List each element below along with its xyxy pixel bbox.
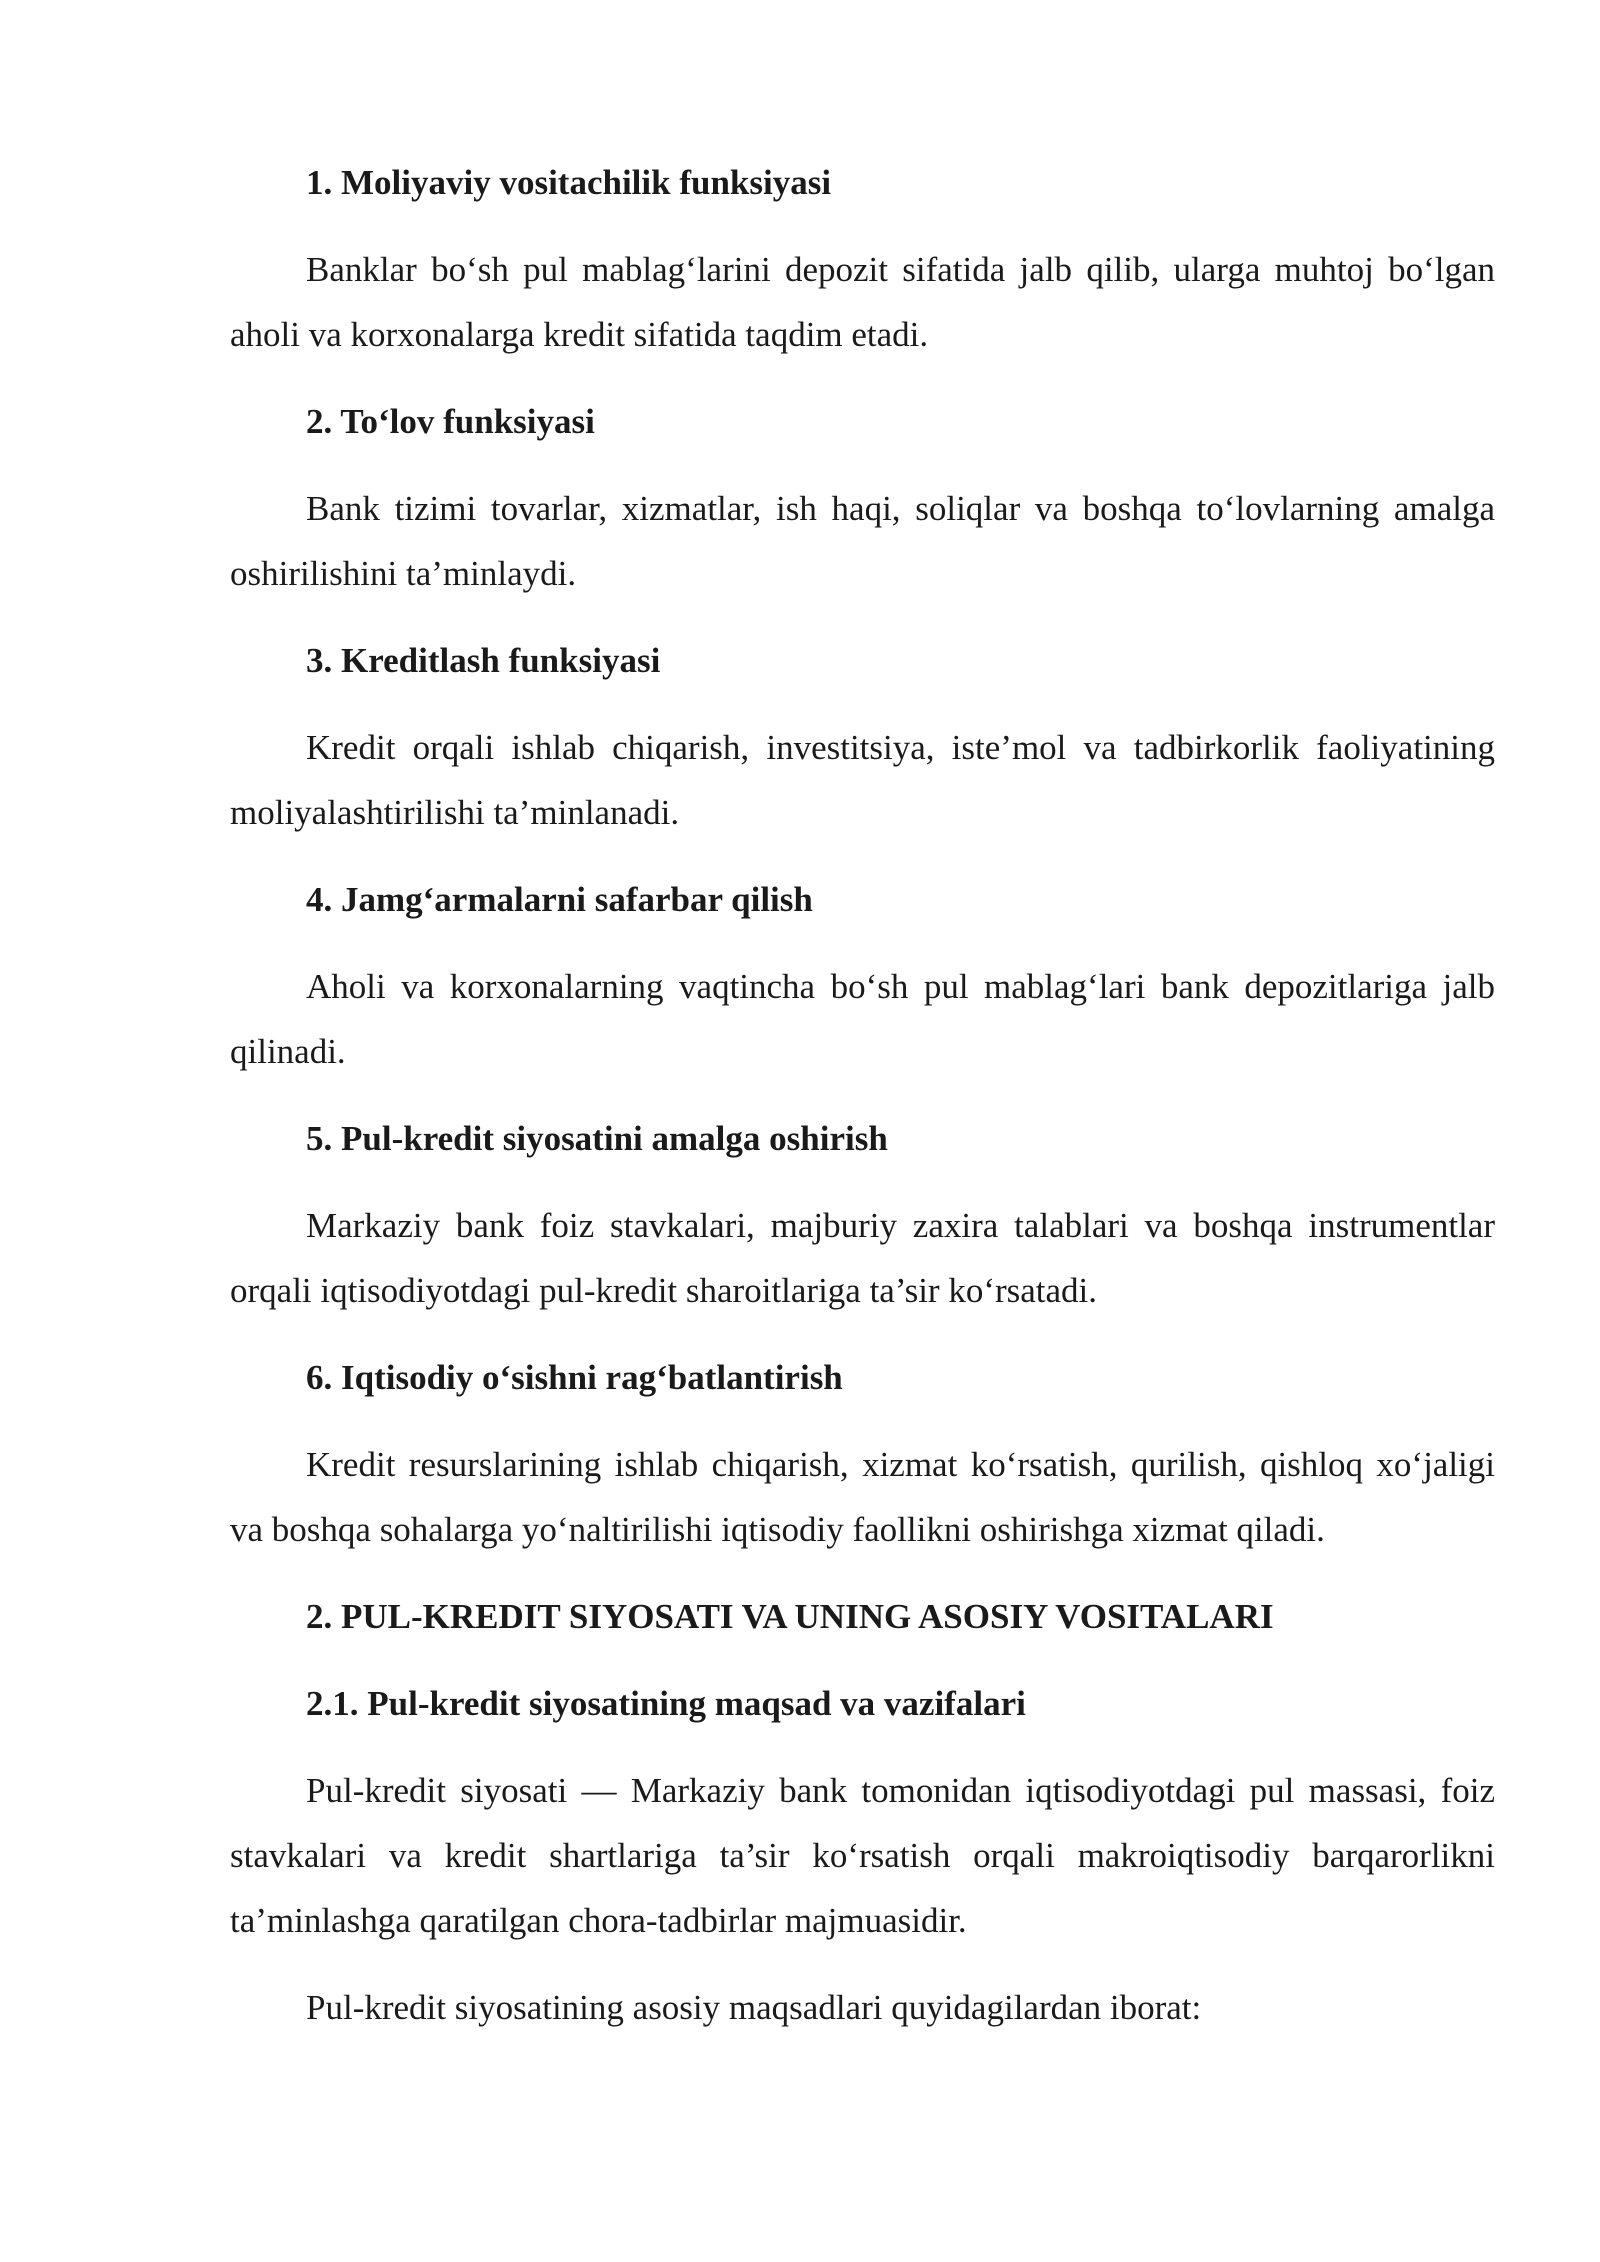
section-heading: 6. Iqtisodiy o‘sishni rag‘batlantirish (306, 1358, 843, 1397)
chapter-heading: 2. PUL-KREDIT SIYOSATI VA UNING ASOSIY VOSITALARI (306, 1597, 1274, 1636)
section-paragraph: Banklar bo‘sh pul mablag‘larini depozit sifatida jalb qilib, ularga muhtoj bo‘lgan aholi va korxonalarga kredit sifatida taqdim etadi. (230, 250, 1495, 354)
section-heading: 2. To‘lov funksiyasi (306, 402, 595, 441)
section-paragraph: Markaziy bank foiz stavkalari, majburiy zaxira talablari va boshqa instrumentlar orqali iqtisodiyotdagi pul-kredit sharoitlariga ta’sir ko‘rsatadi. (230, 1206, 1495, 1310)
section-paragraph: Kredit resurslarining ishlab chiqarish, xizmat ko‘rsatish, qurilish, qishloq xo‘jaligi va boshqa sohalarga yo‘naltirilishi iqtisodiy faollikni oshirishga xizmat qiladi. (230, 1445, 1495, 1549)
section-paragraph: Kredit orqali ishlab chiqarish, investitsiya, iste’mol va tadbirkorlik faoliyatining moliyalashtirilishi ta’minlanadi. (230, 728, 1495, 832)
section-heading: 3. Kreditlash funksiyasi (306, 641, 661, 680)
section-paragraph: Aholi va korxonalarning vaqtincha bo‘sh pul mablag‘lari bank depozitlariga jalb qilinadi. (230, 967, 1495, 1071)
subsection-heading: 2.1. Pul-kredit siyosatining maqsad va vazifalari (306, 1684, 1026, 1723)
section-heading: 4. Jamg‘armalarni safarbar qilish (306, 880, 813, 919)
section-paragraph: Bank tizimi tovarlar, xizmatlar, ish haqi, soliqlar va boshqa to‘lovlarning amalga oshirilishini ta’minlaydi. (230, 489, 1495, 593)
goals-intro-paragraph: Pul-kredit siyosatining asosiy maqsadlari quyidagilardan iborat: (306, 1988, 1202, 2027)
document-body (230, 150, 1495, 2062)
definition-paragraph: Pul-kredit siyosati — Markaziy bank tomonidan iqtisodiyotdagi pul massasi, foiz stavkalari va kredit shartlariga ta’sir ko‘rsatish orqali makroiqtisodiy barqarorlikni ta’minlashga qaratilgan chora-tadbirlar majmuasidir. (230, 1771, 1495, 1940)
section-heading: 1. Moliyaviy vositachilik funksiyasi (306, 163, 832, 202)
section-heading: 5. Pul-kredit siyosatini amalga oshirish (306, 1119, 888, 1158)
